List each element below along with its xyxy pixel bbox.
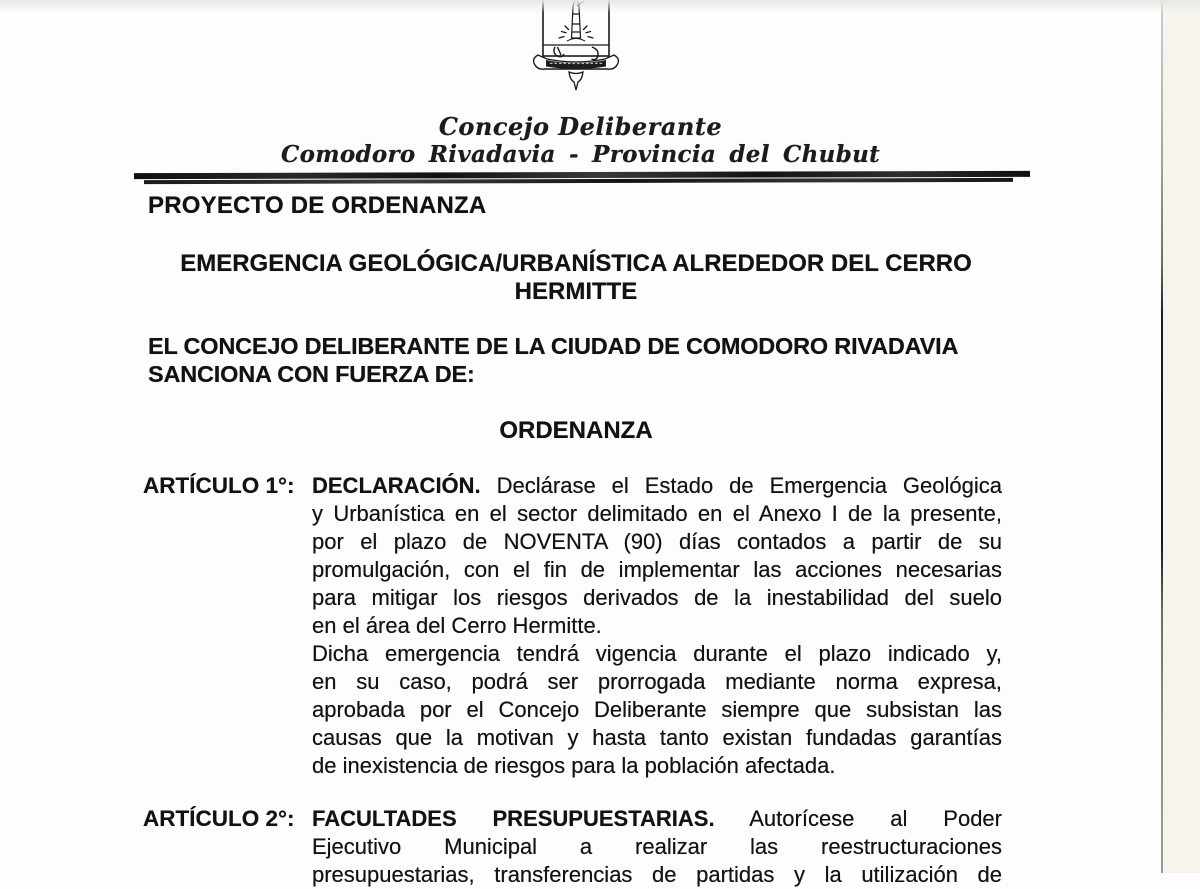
preamble-line-1: EL CONCEJO DELIBERANTE DE LA CIUDAD DE COMODORO RIVADAVIA	[148, 333, 959, 359]
preamble-line-2: SANCIONA CON FUERZA DE:	[148, 360, 475, 387]
article-2-label: ARTÍCULO 2°:	[143, 806, 295, 831]
article-1-line: en el área del Cerro Hermitte.	[312, 613, 602, 638]
article-2-line	[312, 805, 1002, 833]
article-2-lead-rest: Autorícese al Poder	[749, 806, 1002, 831]
letterhead-divider-rule	[134, 171, 1030, 187]
article-1-line: aprobada por el Concejo Deliberante siempre que subsistan las	[312, 697, 1002, 722]
article-1-line: de inexistencia de riesgos para la población afectada.	[312, 753, 836, 778]
article-1-line: por el plazo de NOVENTA (90) días contados a partir de su	[312, 529, 1002, 554]
article-2-lead: FACULTADES PRESUPUESTARIAS.	[312, 806, 715, 831]
article-1-label: ARTÍCULO 1°:	[143, 473, 295, 498]
article-2-body	[312, 805, 1002, 889]
article-1	[143, 472, 1002, 780]
coat-of-arms-icon	[529, 0, 623, 98]
page-edge-line	[1161, 0, 1163, 873]
letterhead-line-1: Concejo Deliberante	[438, 112, 723, 141]
article-1-lead: DECLARACIÓN.	[312, 473, 481, 498]
preamble	[148, 333, 1010, 388]
ordenanza-heading: ORDENANZA	[499, 417, 653, 444]
article-1-line: causas que la motivan y hasta tanto existan fundadas garantías	[312, 725, 1002, 750]
letterhead-line-2: Comodoro Rivadavia - Provincia del Chubut	[280, 141, 881, 168]
article-1-line: para mitigar los riesgos derivados de la inestabilidad del suelo	[312, 585, 1002, 610]
article-1-line: y Urbanística en el sector delimitado en el Anexo I de la presente,	[312, 501, 1002, 526]
article-1-line: promulgación, con el fin de implementar las acciones necesarias	[312, 557, 1002, 582]
article-1-line	[312, 472, 1002, 500]
article-2-line: presupuestarias, transferencias de partidas y la utilización de	[312, 862, 1002, 887]
article-1-body	[312, 472, 1002, 780]
scan-right-margin	[1163, 0, 1200, 873]
subject-heading	[148, 250, 1004, 306]
article-2-line: Ejecutivo Municipal a realizar las reestructuraciones	[312, 834, 1002, 859]
article-1-lead-rest: Declárase el Estado de Emergencia Geológica	[496, 473, 1002, 498]
document-title: PROYECTO DE ORDENANZA	[148, 192, 487, 219]
article-1-line: en su caso, podrá ser prorrogada mediante norma expresa,	[312, 669, 1002, 694]
article-2	[143, 805, 1002, 889]
subject-heading-line-1: EMERGENCIA GEOLÓGICA/URBANÍSTICA ALREDEDOR DEL CERRO	[180, 250, 972, 277]
subject-heading-line-2: HERMITTE	[514, 278, 638, 305]
article-1-line: Dicha emergencia tendrá vigencia durante el plazo indicado y,	[312, 641, 1002, 666]
